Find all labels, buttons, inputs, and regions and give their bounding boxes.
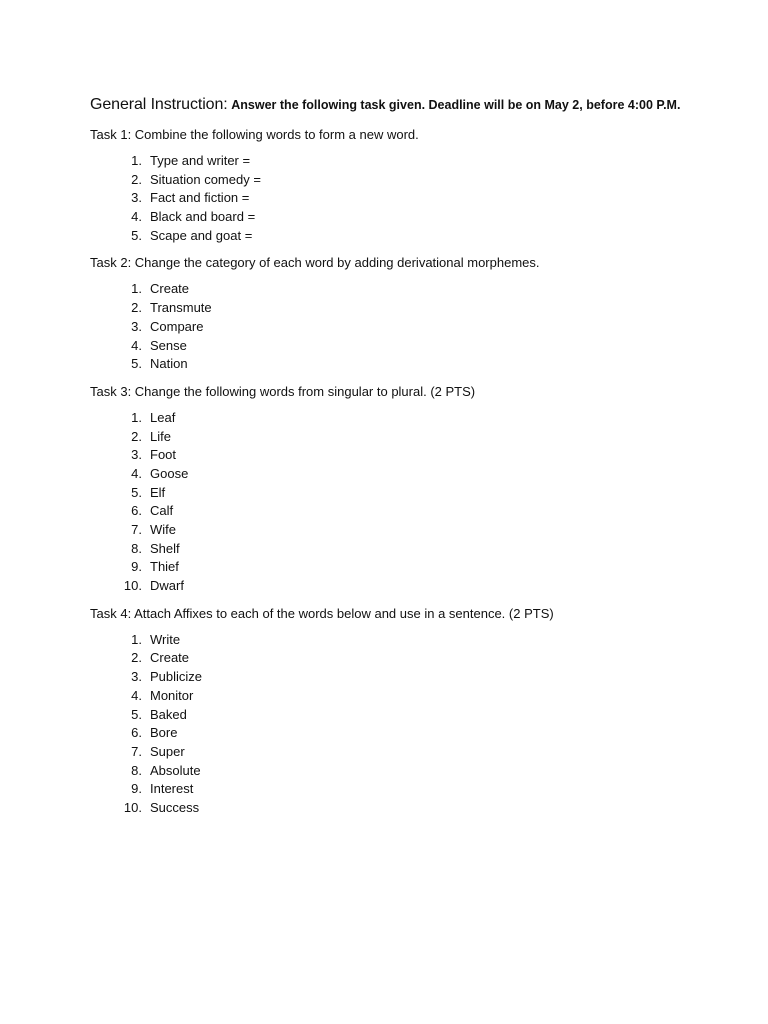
list-item-number: 9.: [131, 559, 142, 575]
list-item-number: 2.: [131, 650, 142, 666]
list-item-number: 6.: [131, 503, 142, 519]
list-item: [90, 208, 710, 227]
list-item-text: Compare: [150, 318, 204, 334]
list-item-text: Situation comedy =: [150, 171, 261, 187]
list-item-text: Nation: [150, 356, 188, 372]
list-item: [90, 465, 710, 484]
list-item: [90, 631, 710, 650]
list-item-number: 10.: [123, 578, 142, 594]
list-item-text: Bore: [150, 725, 178, 741]
list-item: [90, 762, 710, 781]
list-item-text: Thief: [150, 559, 179, 575]
instruction-body: Answer the following task given. Deadline will be on May 2, before 4:00 P.M.: [231, 98, 681, 112]
list-item: [90, 428, 710, 447]
task-2-items: [90, 280, 710, 373]
list-item: [90, 687, 710, 706]
list-item-number: 8.: [131, 540, 142, 556]
list-item: [90, 724, 710, 743]
list-item-number: 9.: [131, 781, 142, 797]
list-item-text: Scape and goat =: [150, 227, 253, 243]
list-item-text: Leaf: [150, 409, 176, 425]
list-item-text: Monitor: [150, 687, 194, 703]
document-page: [90, 94, 710, 827]
list-item: [90, 409, 710, 428]
task-1-title: Task 1: Combine the following words to form a new word.: [90, 127, 419, 142]
list-item-text: Fact and fiction =: [150, 190, 250, 206]
list-item-number: 3.: [131, 318, 142, 334]
list-item: [90, 799, 710, 818]
list-item-text: Write: [150, 631, 181, 647]
list-item-number: 4.: [131, 687, 142, 703]
list-item: [90, 668, 710, 687]
instruction-heading: General Instruction:: [90, 96, 228, 113]
list-item: [90, 446, 710, 465]
list-item-number: 5.: [131, 706, 142, 722]
list-item-number: 1.: [131, 153, 142, 168]
list-item-text: Wife: [150, 522, 176, 537]
list-item-number: 1.: [131, 281, 142, 297]
list-item-text: Type and writer =: [150, 153, 251, 168]
list-item-number: 5.: [131, 356, 142, 372]
list-item: [90, 502, 710, 521]
list-item: [90, 280, 710, 299]
list-item-text: Dwarf: [150, 578, 184, 594]
list-item-number: 4.: [131, 209, 142, 225]
list-item-number: 2.: [131, 428, 142, 444]
list-item-text: Elf: [150, 484, 166, 500]
list-item: [90, 299, 710, 318]
list-item-text: Foot: [150, 447, 177, 463]
list-item-number: 5.: [131, 227, 142, 243]
list-item: [90, 355, 710, 374]
list-item: [90, 743, 710, 762]
list-item: [90, 337, 710, 356]
list-item-number: 7.: [131, 522, 142, 537]
list-item: [90, 558, 710, 577]
list-item: [90, 577, 710, 596]
list-item-number: 1.: [131, 631, 142, 647]
list-item: [90, 152, 710, 171]
list-item: [90, 649, 710, 668]
list-item: [90, 706, 710, 725]
list-item: [90, 227, 710, 246]
list-item-text: Absolute: [150, 762, 201, 778]
task-list: [90, 126, 710, 818]
list-item-text: Black and board =: [150, 209, 256, 225]
task-3-items: [90, 409, 710, 596]
list-item-number: 4.: [131, 465, 142, 481]
list-item: [90, 780, 710, 799]
list-item-text: Goose: [150, 465, 189, 481]
general-instruction: [90, 94, 710, 116]
list-item: [90, 540, 710, 559]
task-2-title: Task 2: Change the category of each word by adding derivational morphemes.: [90, 255, 540, 271]
list-item-text: Publicize: [150, 669, 203, 685]
list-item-text: Calf: [150, 503, 174, 519]
list-item-number: 7.: [131, 743, 142, 759]
task-4-items: [90, 631, 710, 818]
list-item-number: 3.: [131, 190, 142, 206]
list-item: [90, 521, 710, 540]
list-item: [90, 318, 710, 337]
list-item-number: 10.: [123, 799, 142, 815]
list-item-number: 6.: [131, 725, 142, 741]
list-item: [90, 189, 710, 208]
list-item-number: 5.: [131, 484, 142, 500]
list-item-number: 8.: [131, 762, 142, 778]
list-item-text: Baked: [150, 706, 187, 722]
list-item-number: 3.: [131, 669, 142, 685]
list-item: [90, 484, 710, 503]
list-item-number: 1.: [131, 409, 142, 425]
task-1-items: [90, 152, 710, 245]
task-3-title: Task 3: Change the following words from singular to plural. (2 PTS): [90, 383, 476, 399]
list-item-number: 3.: [131, 447, 142, 463]
list-item-number: 2.: [131, 300, 142, 316]
list-item-text: Transmute: [150, 300, 212, 316]
list-item-number: 4.: [131, 337, 142, 353]
list-item-text: Shelf: [150, 540, 180, 556]
list-item: [90, 171, 710, 190]
task-4-title: Task 4: Attach Affixes to each of the words below and use in a sentence. (2 PTS): [90, 605, 554, 621]
list-item-text: Create: [150, 650, 190, 666]
list-item-text: Sense: [150, 337, 187, 353]
list-item-text: Life: [150, 428, 171, 444]
list-item-number: 2.: [131, 171, 142, 187]
list-item-text: Interest: [150, 781, 194, 797]
list-item-text: Create: [150, 281, 190, 297]
list-item-text: Success: [150, 799, 200, 815]
list-item-text: Super: [150, 743, 185, 759]
